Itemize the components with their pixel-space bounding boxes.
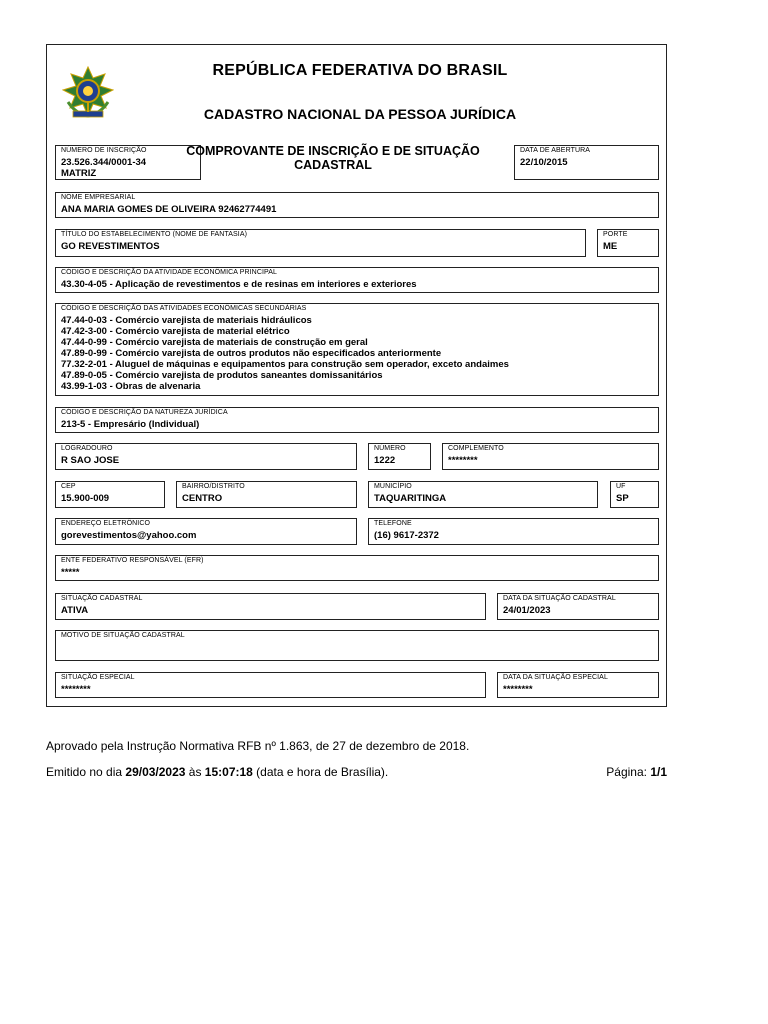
inscription-values (61, 157, 146, 179)
trade-name-label: TÍTULO DO ESTABELECIMENTO (NOME DE FANTASIA) (61, 231, 248, 238)
emission-suffix: (data e hora de Brasília). (252, 765, 389, 779)
legal-nature-label: CÓDIGO E DESCRIÇÃO DA NATUREZA JURÍDICA (61, 409, 228, 416)
emission-time: 15:07:18 (204, 765, 253, 779)
legal-nature-value: 213-5 - Empresário (Individual) (61, 419, 200, 430)
zip-value: 15.900-009 (61, 493, 110, 504)
status-value: ATIVA (61, 605, 89, 616)
zip-box (55, 481, 165, 508)
complement-value: ******** (448, 455, 478, 466)
list-item: 47.89-0-99 - Comércio varejista de outros produtos não especificados anteriormente (61, 348, 442, 359)
emission-mid: às (185, 765, 205, 779)
main-activity-label: CÓDIGO E DESCRIÇÃO DA ATIVIDADE ECONÔMICA PRINCIPAL (61, 269, 278, 276)
size-label: PORTE (603, 231, 628, 238)
opening-date-label: DATA DE ABERTURA (520, 147, 591, 154)
inscription-type: MATRIZ (61, 168, 97, 179)
street-box (55, 443, 357, 470)
secondary-activities-list (61, 315, 509, 392)
country-title: REPÚBLICA FEDERATIVA DO BRASIL (212, 62, 508, 79)
coat-of-arms-icon (62, 66, 114, 120)
legal-nature-box (55, 407, 659, 433)
page-indicator (606, 765, 667, 779)
list-item: 47.44-0-99 - Comércio varejista de materiais de construção em geral (61, 337, 368, 348)
main-activity-box (55, 267, 659, 293)
status-date-value: 24/01/2023 (503, 605, 551, 616)
city-box (368, 481, 598, 508)
number-label: NÚMERO (374, 445, 406, 452)
complement-label: COMPLEMENTO (448, 445, 504, 452)
status-box (55, 593, 486, 620)
special-status-label: SITUAÇÃO ESPECIAL (61, 674, 135, 681)
trade-name-box (55, 229, 586, 257)
business-name-box (55, 192, 659, 218)
number-value: 1222 (374, 455, 396, 466)
page-value: 1/1 (650, 765, 667, 779)
number-box (368, 443, 431, 470)
size-value: ME (603, 241, 618, 252)
status-date-box (497, 593, 659, 620)
special-status-box (55, 672, 486, 698)
emission-date: 29/03/2023 (125, 765, 186, 779)
main-activity-value: 43.30-4-05 - Aplicação de revestimentos e de resinas em interiores e exteriores (61, 279, 417, 290)
city-label: MUNICÍPIO (374, 483, 412, 490)
status-label: SITUAÇÃO CADASTRAL (61, 595, 143, 602)
status-reason-label: MOTIVO DE SITUAÇÃO CADASTRAL (61, 632, 185, 639)
size-box (597, 229, 659, 257)
street-value: R SAO JOSE (61, 455, 120, 466)
special-status-date-value: ******** (503, 684, 533, 695)
trade-name-value: GO REVESTIMENTOS (61, 241, 160, 252)
email-label: ENDEREÇO ELETRÔNICO (61, 520, 151, 527)
business-name-value: ANA MARIA GOMES DE OLIVEIRA 92462774491 (61, 204, 277, 215)
opening-date-value: 22/10/2015 (520, 157, 568, 168)
list-item: 47.44-0-03 - Comércio varejista de materiais hidráulicos (61, 315, 312, 326)
special-status-value: ******** (61, 684, 91, 695)
list-item: 77.32-2-01 - Aluguel de máquinas e equipamentos para construção sem operador, exceto andaimes (61, 359, 509, 370)
list-item: 47.89-0-05 - Comércio varejista de produtos saneantes domissanitários (61, 370, 383, 381)
state-value: SP (616, 493, 629, 504)
phone-value: (16) 9617-2372 (374, 530, 439, 541)
list-item: 43.99-1-03 - Obras de alvenaria (61, 381, 201, 392)
zip-label: CEP (61, 483, 76, 490)
status-reason-box (55, 630, 659, 661)
district-value: CENTRO (182, 493, 223, 504)
special-status-date-box (497, 672, 659, 698)
email-box (55, 518, 357, 545)
secondary-activities-label: CÓDIGO E DESCRIÇÃO DAS ATIVIDADES ECONÔMICAS SECUNDÁRIAS (61, 305, 307, 312)
inscription-label: NÚMERO DE INSCRIÇÃO (61, 147, 147, 154)
street-label: LOGRADOURO (61, 445, 113, 452)
document-title (150, 145, 516, 172)
status-date-label: DATA DA SITUAÇÃO CADASTRAL (503, 595, 616, 602)
city-value: TAQUARITINGA (374, 493, 447, 504)
registry-title: CADASTRO NACIONAL DA PESSOA JURÍDICA (203, 106, 517, 122)
document-title-line1: COMPROVANTE DE INSCRIÇÃO E DE SITUAÇÃO (186, 144, 480, 158)
efr-box (55, 555, 659, 581)
efr-label: ENTE FEDERATIVO RESPONSÁVEL (EFR) (61, 557, 204, 564)
phone-box (368, 518, 659, 545)
efr-value: ***** (61, 567, 80, 578)
business-name-label: NOME EMPRESARIAL (61, 194, 136, 201)
state-box (610, 481, 659, 508)
email-value: gorevestimentos@yahoo.com (61, 530, 197, 541)
secondary-activities-box (55, 303, 659, 396)
approval-text: Aprovado pela Instrução Normativa RFB nº 1.863, de 27 de dezembro de 2018. (46, 739, 470, 753)
emission-text (46, 765, 388, 779)
page-prefix: Página: (606, 765, 651, 779)
complement-box (442, 443, 659, 470)
phone-label: TELEFONE (374, 520, 412, 527)
district-label: BAIRRO/DISTRITO (182, 483, 245, 490)
document-title-line2: CADASTRAL (294, 157, 372, 172)
opening-date-box (514, 145, 659, 180)
inscription-number: 23.526.344/0001-34 (61, 157, 147, 168)
emission-prefix: Emitido no dia (46, 765, 126, 779)
district-box (176, 481, 357, 508)
list-item: 47.42-3-00 - Comércio varejista de material elétrico (61, 326, 290, 337)
special-status-date-label: DATA DA SITUAÇÃO ESPECIAL (503, 674, 608, 681)
state-label: UF (616, 483, 626, 490)
